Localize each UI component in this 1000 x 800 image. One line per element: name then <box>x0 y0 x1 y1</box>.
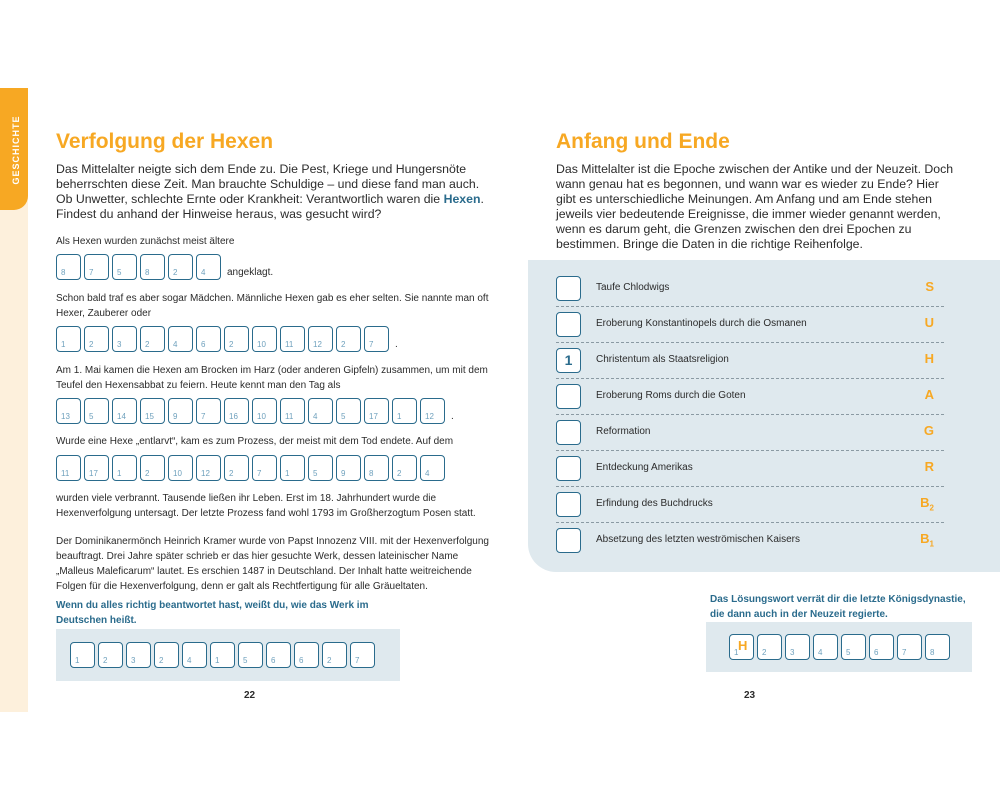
box-number: 8 <box>930 648 935 657</box>
letter-box[interactable] <box>322 642 347 668</box>
row-trailing-text: . <box>451 411 454 422</box>
box-number: 7 <box>89 268 94 277</box>
box-number: 4 <box>425 469 430 478</box>
letter-box[interactable] <box>168 455 193 481</box>
box-number: 6 <box>201 340 206 349</box>
box-number: 9 <box>341 469 346 478</box>
order-box[interactable] <box>556 312 581 337</box>
clue-1: Als Hexen wurden zunächst meist ältere <box>56 236 235 247</box>
event-row <box>556 486 944 522</box>
letter-box[interactable] <box>140 326 165 352</box>
filled-letter: H <box>738 638 748 653</box>
code-letter: B <box>920 495 930 510</box>
event-code-letter <box>925 387 934 402</box>
letter-box[interactable] <box>140 398 165 424</box>
letter-box[interactable] <box>84 326 109 352</box>
letter-box[interactable] <box>112 455 137 481</box>
box-number: 2 <box>145 340 150 349</box>
box-number: 4 <box>313 412 318 421</box>
box-number: 13 <box>61 412 70 421</box>
letter-box[interactable] <box>336 326 361 352</box>
box-number: 2 <box>103 656 108 665</box>
box-number: 7 <box>201 412 206 421</box>
left-intro: Das Mittelalter neigte sich dem Ende zu. Die Pest, Kriege und Hungersnöte beherrschten diese Zeit. Man brauchte Schuldige – und diese fand man auch. Ob Unwetter, schlechte Ernte oder Krankheit: Verantwortlich waren die Hexen. Findest du anhand der Hinweise heraus, was gesucht wird? <box>56 162 484 221</box>
box-number: 1 <box>75 656 80 665</box>
letter-box[interactable] <box>252 455 277 481</box>
letter-box[interactable] <box>224 455 249 481</box>
code-letter: R <box>924 459 934 474</box>
box-number: 17 <box>369 412 378 421</box>
letter-box[interactable] <box>238 642 263 668</box>
letter-box[interactable] <box>140 455 165 481</box>
code-letter: U <box>924 315 934 330</box>
box-number: 5 <box>243 656 248 665</box>
letter-box[interactable] <box>364 455 389 481</box>
box-number: 3 <box>131 656 136 665</box>
box-number: 10 <box>257 412 266 421</box>
letter-box[interactable] <box>112 398 137 424</box>
clue-5: wurden viele verbrannt. Tausende ließen ihr Leben. Erst im 18. Jahrhundert wurde die Hexenverfolgung untersagt. Der letzte Prozess fand wohl 1793 im Großherzogtum Posen statt. <box>56 493 476 519</box>
letter-box[interactable] <box>224 398 249 424</box>
box-number: 11 <box>61 469 70 478</box>
box-number: 12 <box>313 340 322 349</box>
event-text: Christentum als Staatsreligion <box>596 354 729 365</box>
letter-box[interactable] <box>56 326 81 352</box>
letter-box[interactable] <box>210 642 235 668</box>
event-text: Eroberung Roms durch die Goten <box>596 390 746 401</box>
solution-box[interactable] <box>925 634 950 660</box>
box-number: 10 <box>173 469 182 478</box>
page-number-right: 23 <box>744 690 756 701</box>
letter-box[interactable] <box>224 326 249 352</box>
box-number: 12 <box>425 412 434 421</box>
letter-box[interactable] <box>336 455 361 481</box>
solution-box[interactable] <box>729 634 754 660</box>
letter-box[interactable] <box>56 455 81 481</box>
box-number: 1 <box>117 469 122 478</box>
letter-box[interactable] <box>266 642 291 668</box>
answer-row-4 <box>56 455 448 481</box>
order-box[interactable] <box>556 276 581 301</box>
answer-prompt: Wenn du alles richtig beantwortet hast, weißt du, wie das Werk im Deutschen heißt. <box>56 600 369 626</box>
box-number: 5 <box>117 268 122 277</box>
right-intro: Das Mittelalter ist die Epoche zwischen der Antike und der Neuzeit. Doch wann genau hat es begonnen, und wann war es wieder zu Ende? Hier gibt es unterschiedliche Meinungen. Am Anfang und am Ende stehen jeweils vier bedeutende Ereignisse, die immer wieder genannt werden, wenn es darum geht, die Grenzen zwischen den drei Epochen zu bestimmen. Bringe die Daten in die richtige Reihenfolge. <box>556 162 954 251</box>
letter-box[interactable] <box>168 398 193 424</box>
box-number: 2 <box>159 656 164 665</box>
event-code-letter <box>925 279 934 294</box>
box-number: 4 <box>818 648 823 657</box>
box-number: 8 <box>61 268 66 277</box>
letter-box[interactable] <box>308 455 333 481</box>
row-trailing-text: . <box>395 339 398 350</box>
code-subscript: 1 <box>929 539 934 549</box>
letter-box[interactable] <box>154 642 179 668</box>
box-number: 7 <box>902 648 907 657</box>
letter-box[interactable] <box>364 398 389 424</box>
code-letter: S <box>925 279 934 294</box>
box-number: 11 <box>285 340 294 349</box>
event-text: Entdeckung Amerikas <box>596 462 693 473</box>
box-number: 1 <box>61 340 66 349</box>
answer-row-1 <box>56 254 273 280</box>
letter-box[interactable] <box>196 254 221 280</box>
letter-box[interactable] <box>252 398 277 424</box>
box-number: 2 <box>762 648 767 657</box>
letter-box[interactable] <box>392 398 417 424</box>
event-code-letter <box>924 423 934 438</box>
letter-box[interactable] <box>280 326 305 352</box>
letter-box[interactable] <box>252 326 277 352</box>
box-number: 5 <box>313 469 318 478</box>
event-row <box>556 450 944 486</box>
letter-box[interactable] <box>168 326 193 352</box>
box-number: 1 <box>215 656 220 665</box>
letter-box[interactable] <box>84 254 109 280</box>
letter-box[interactable] <box>350 642 375 668</box>
letter-box[interactable] <box>420 455 445 481</box>
box-number: 17 <box>89 469 98 478</box>
box-number: 6 <box>299 656 304 665</box>
event-text: Eroberung Konstantinopels durch die Osmanen <box>596 318 807 329</box>
answer-row-3 <box>56 398 454 424</box>
event-row <box>556 306 944 342</box>
letter-box[interactable] <box>308 326 333 352</box>
letter-box[interactable] <box>308 398 333 424</box>
box-number: 6 <box>874 648 879 657</box>
box-number: 12 <box>201 469 210 478</box>
event-row <box>556 378 944 414</box>
final-answer-row <box>70 642 378 668</box>
letter-box[interactable] <box>280 398 305 424</box>
event-text: Absetzung des letzten weströmischen Kaisers <box>596 534 800 545</box>
code-letter: H <box>924 351 934 366</box>
code-subscript: 2 <box>929 503 934 513</box>
letter-box[interactable] <box>84 398 109 424</box>
box-number: 7 <box>355 656 360 665</box>
event-text: Taufe Chlodwigs <box>596 282 670 293</box>
letter-box[interactable] <box>336 398 361 424</box>
box-number: 2 <box>145 469 150 478</box>
event-code-letter <box>920 495 934 513</box>
code-letter: G <box>923 423 934 438</box>
highlight-hexen: Hexen <box>443 192 481 206</box>
box-number: 16 <box>229 412 238 421</box>
box-number: 2 <box>341 340 346 349</box>
letter-box[interactable] <box>392 455 417 481</box>
code-letter: B <box>920 531 930 546</box>
letter-box[interactable] <box>84 455 109 481</box>
letter-box[interactable] <box>112 254 137 280</box>
box-number: 6 <box>271 656 276 665</box>
order-box[interactable] <box>556 492 581 517</box>
letter-box[interactable] <box>294 642 319 668</box>
box-number: 2 <box>173 268 178 277</box>
order-box[interactable]: 1 <box>556 348 581 373</box>
box-number: 1 <box>285 469 290 478</box>
solution-box[interactable] <box>897 634 922 660</box>
info-paragraph: Der Dominikanermönch Heinrich Kramer wurde von Papst Innozenz VIII. mit der Hexenverfolgung beauftragt. Drei Jahre später schrieb er das hier gesuchte Werk, dessen lateinischer Name „Malleus Maleficarum“ lautet. Es erschien 1487 in Deutschland. Der Inhalt hatte weitreichende Folgen für die Hexenverfolgung, denn er galt als Rechtfertigung für alle Gräueltaten. <box>56 536 489 592</box>
box-number: 7 <box>257 469 262 478</box>
code-letter: A <box>924 387 934 402</box>
event-code-letter <box>925 351 934 366</box>
letter-box[interactable] <box>364 326 389 352</box>
letter-box[interactable] <box>140 254 165 280</box>
box-number: 4 <box>201 268 206 277</box>
letter-box[interactable] <box>420 398 445 424</box>
event-text: Erfindung des Buchdrucks <box>596 498 713 509</box>
letter-box[interactable] <box>280 455 305 481</box>
clue-4: Wurde eine Hexe „entlarvt“, kam es zum Prozess, der meist mit dem Tod endete. Auf dem <box>56 436 454 447</box>
box-number: 2 <box>327 656 332 665</box>
box-number: 15 <box>145 412 154 421</box>
box-number: 5 <box>89 412 94 421</box>
box-number: 9 <box>173 412 178 421</box>
order-box[interactable] <box>556 528 581 553</box>
letter-box[interactable] <box>182 642 207 668</box>
box-number: 3 <box>117 340 122 349</box>
letter-box[interactable] <box>56 254 81 280</box>
letter-box[interactable] <box>168 254 193 280</box>
box-number: 1 <box>397 412 402 421</box>
event-row <box>556 522 944 558</box>
box-number: 14 <box>117 412 126 421</box>
event-code-letter <box>925 315 934 330</box>
letter-box[interactable] <box>112 326 137 352</box>
left-page-title: Verfolgung der Hexen <box>56 130 274 153</box>
box-number: 7 <box>369 340 374 349</box>
solution-box[interactable] <box>841 634 866 660</box>
box-number: 4 <box>187 656 192 665</box>
row-trailing-text: angeklagt. <box>227 267 274 278</box>
order-box[interactable] <box>556 456 581 481</box>
box-number: 3 <box>790 648 795 657</box>
solution-box[interactable] <box>785 634 810 660</box>
box-number: 5 <box>341 412 346 421</box>
event-row <box>556 414 944 450</box>
solution-prompt: Das Lösungswort verrät dir die letzte Königsdynastie, die dann auch in der Neuzeit regierte. <box>710 594 966 620</box>
order-box[interactable] <box>556 384 581 409</box>
event-text: Reformation <box>596 426 651 437</box>
box-number: 4 <box>173 340 178 349</box>
page-number-left: 22 <box>244 690 256 701</box>
letter-box[interactable] <box>56 398 81 424</box>
event-code-letter <box>920 531 934 549</box>
letter-box[interactable] <box>98 642 123 668</box>
solution-box[interactable] <box>757 634 782 660</box>
box-number: 8 <box>145 268 150 277</box>
letter-box[interactable] <box>196 326 221 352</box>
order-box[interactable] <box>556 420 581 445</box>
right-page-title: Anfang und Ende <box>556 130 730 153</box>
event-code-letter <box>925 459 934 474</box>
box-number: 2 <box>397 469 402 478</box>
box-number: 5 <box>846 648 851 657</box>
solution-row <box>729 634 953 660</box>
box-number: 2 <box>229 469 234 478</box>
letter-box[interactable] <box>70 642 95 668</box>
letter-box[interactable] <box>196 455 221 481</box>
letter-box[interactable] <box>126 642 151 668</box>
box-number: 11 <box>285 412 294 421</box>
box-number: 8 <box>369 469 374 478</box>
solution-box[interactable] <box>813 634 838 660</box>
box-number: 10 <box>257 340 266 349</box>
solution-box[interactable] <box>869 634 894 660</box>
letter-box[interactable] <box>196 398 221 424</box>
chapter-tab-label: GESCHICHTE <box>11 115 21 185</box>
clue-3: Am 1. Mai kamen die Hexen am Brocken im Harz (oder anderen Gipfeln) zusammen, um mit dem Teufel den Hexensabbat zu feiern. Heute kennt man den Tag als <box>56 365 488 391</box>
event-row <box>556 270 944 306</box>
box-number: 1 <box>734 648 739 657</box>
box-number: 2 <box>229 340 234 349</box>
answer-row-2 <box>56 326 398 352</box>
clue-2: Schon bald traf es aber sogar Mädchen. Männliche Hexen gab es eher selten. Sie nannte man oft Hexer, Zauberer oder <box>56 293 489 319</box>
box-number: 2 <box>89 340 94 349</box>
event-row <box>556 342 944 378</box>
